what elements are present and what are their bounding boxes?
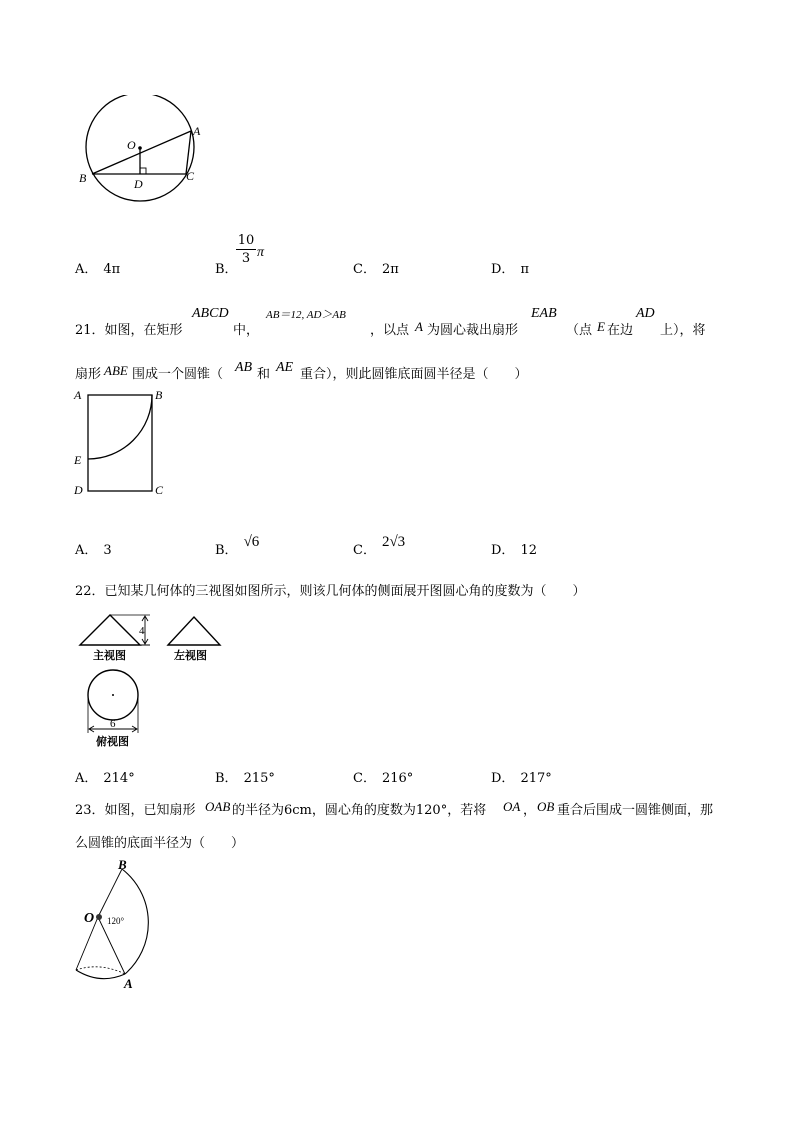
- arc-be: [88, 395, 152, 459]
- q22-three-view-figure: [70, 605, 240, 750]
- option-letter: A．: [75, 543, 98, 558]
- q21-text-2: 中，: [233, 323, 260, 338]
- q21-option-c[interactable]: [353, 534, 406, 559]
- height-label: 4: [139, 625, 145, 637]
- q21-ab: AB: [235, 360, 253, 375]
- q23-text-1: 23．如图，已知扇形: [75, 803, 196, 818]
- q21-rectangle-figure: [70, 385, 170, 500]
- q21-text-1: 21．如图，在矩形: [75, 323, 183, 338]
- option-letter: C．: [353, 543, 376, 558]
- q21-option-d[interactable]: [491, 539, 537, 558]
- q21-abe: ABE: [104, 363, 128, 378]
- option-value: π: [520, 262, 529, 277]
- q22-option-c[interactable]: [353, 767, 413, 786]
- option-letter: C．: [353, 771, 376, 786]
- front-view-caption: 主视图: [93, 649, 126, 662]
- label-a: A: [193, 124, 201, 138]
- label-b: B: [118, 857, 127, 872]
- option-value: 216°: [381, 771, 414, 786]
- point-o: [96, 914, 102, 920]
- q21-option-a[interactable]: [75, 539, 112, 558]
- q23-oa: OA: [503, 799, 521, 814]
- q21-text-7: 上），将: [660, 323, 706, 338]
- fraction-bar: [236, 249, 256, 250]
- q21-eab: EAB: [531, 306, 557, 321]
- q21-l2-text-2: 围成一个圆锥（: [132, 367, 224, 382]
- option-letter: D．: [491, 262, 515, 277]
- q23-text-2: 的半径为6cm，圆心角的度数为120°，若将: [232, 803, 487, 818]
- q20-option-b-fraction: [236, 233, 256, 266]
- fraction-numerator: 10: [237, 233, 255, 248]
- q22-stem: 22．已知某几何体的三视图如图所示，则该几何体的侧面展开图圆心角的度数为（ ）: [75, 584, 586, 599]
- q20-option-b-letter[interactable]: B．: [215, 262, 238, 277]
- label-e: E: [74, 453, 82, 467]
- q21-point-e: E: [597, 319, 605, 334]
- q21-text-4: 为圆心裁出扇形: [427, 323, 519, 338]
- q21-l2-text-4: 重合），则此圆锥底面圆半径是（ ）: [300, 367, 528, 382]
- q21-condition: AB＝12, AD＞AB: [266, 309, 346, 321]
- q23-text-3: ，: [523, 803, 537, 818]
- label-o: O: [84, 911, 95, 926]
- rectangle-abcd: [88, 395, 152, 491]
- q21-l2-text-1: 扇形: [75, 367, 102, 382]
- q20-circle-figure: [72, 95, 222, 215]
- option-value: 4π: [103, 262, 121, 277]
- option-letter: D．: [491, 543, 515, 558]
- q22-option-d[interactable]: [491, 767, 552, 786]
- angle-label: 120°: [107, 916, 125, 926]
- q23-text-4: 重合后围成一圆锥侧面，那: [557, 803, 714, 818]
- right-angle-mark: [140, 168, 146, 174]
- label-c: C: [186, 169, 195, 183]
- label-d: D: [74, 483, 83, 497]
- q23-stem-line2: 么圆锥的底面半径为（ ）: [75, 836, 245, 851]
- top-view-center: [112, 694, 114, 696]
- label-b: B: [79, 171, 87, 185]
- option-value: 2π: [381, 262, 399, 277]
- q21-ad: AD: [636, 306, 655, 321]
- q21-abcd: ABCD: [192, 306, 229, 321]
- fraction-denominator: 3: [241, 251, 251, 266]
- q21-point-a: A: [415, 319, 423, 334]
- q23-sector-figure: [65, 852, 175, 992]
- label-a: A: [74, 388, 82, 402]
- option-value: 2√3: [381, 534, 406, 550]
- q21-ae: AE: [276, 360, 294, 375]
- cone-base-back: [76, 967, 125, 974]
- option-value: √6: [243, 534, 260, 550]
- width-label: 6: [110, 718, 116, 730]
- q22-option-b[interactable]: [215, 767, 275, 786]
- cone-base-front: [76, 970, 125, 979]
- q21-l2-text-3: 和: [257, 367, 271, 382]
- option-letter: B．: [215, 771, 238, 786]
- sector-arc: [122, 869, 148, 974]
- q21-text-5: （点: [566, 323, 593, 338]
- option-value: 3: [103, 543, 112, 558]
- q21-option-b[interactable]: [215, 534, 260, 559]
- option-letter: C．: [353, 262, 376, 277]
- top-view-caption: 俯视图: [96, 735, 129, 748]
- option-letter: A．: [75, 771, 98, 786]
- option-value: 215°: [243, 771, 275, 786]
- sector-radius-ob: [98, 869, 122, 917]
- q20-option-b-pi: π: [257, 245, 265, 260]
- label-c: C: [155, 483, 164, 497]
- label-o: O: [127, 138, 136, 152]
- option-value: 12: [520, 543, 537, 558]
- q21-text-6: 在边: [607, 323, 634, 338]
- option-letter: A．: [75, 262, 98, 277]
- front-view-triangle: [80, 615, 140, 645]
- center-point-o: [138, 146, 142, 150]
- label-b: B: [155, 388, 163, 402]
- q20-option-c[interactable]: [353, 258, 399, 277]
- option-letter: D．: [491, 771, 515, 786]
- q23-ob: OB: [537, 799, 555, 814]
- q20-option-d[interactable]: [491, 258, 529, 277]
- option-value: 214°: [103, 771, 135, 786]
- label-a: A: [124, 976, 133, 991]
- left-view-triangle: [168, 617, 220, 645]
- q20-option-a[interactable]: [75, 258, 120, 277]
- option-value: 217°: [520, 771, 552, 786]
- q22-option-a[interactable]: [75, 767, 135, 786]
- left-view-caption: 左视图: [174, 649, 207, 662]
- q21-text-3: ，以点: [370, 323, 410, 338]
- option-letter: B．: [215, 543, 238, 558]
- label-d: D: [134, 177, 143, 191]
- q23-oab: OAB: [205, 799, 231, 814]
